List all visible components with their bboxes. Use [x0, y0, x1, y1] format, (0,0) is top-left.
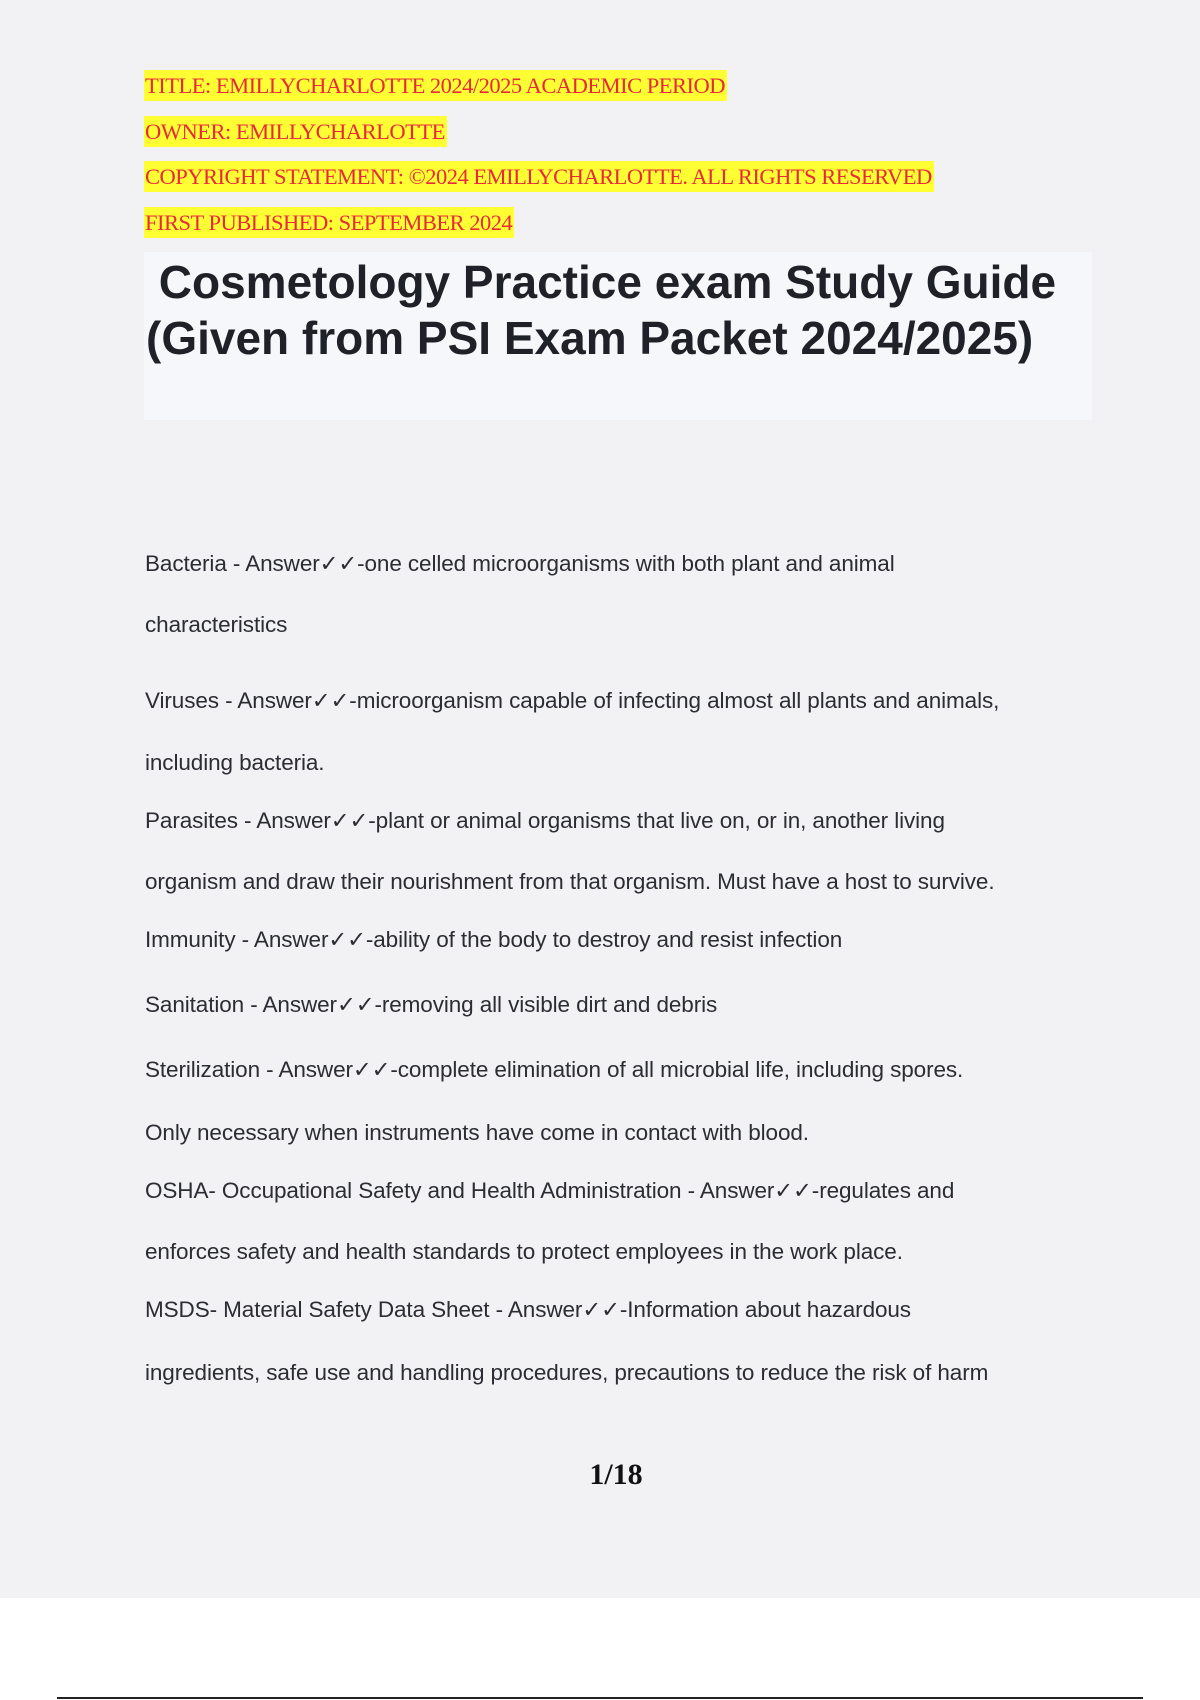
- owner-line: OWNER: EMILLYCHARLOTTE: [144, 116, 447, 147]
- entry-osha-line-1: OSHA- Occupational Safety and Health Administration - Answer✓✓-regulates and: [145, 1178, 955, 1203]
- entry-sterilization-line-1: Sterilization - Answer✓✓-complete elimination of all microbial life, including spores.: [145, 1057, 964, 1082]
- header-block: [144, 70, 934, 252]
- copyright-line: COPYRIGHT STATEMENT: ©2024 EMILLYCHARLOTTE. ALL RIGHTS RESERVED: [144, 161, 934, 192]
- page-title: Cosmetology Practice exam Study Guide (Given from PSI Exam Packet 2024/2025): [146, 256, 1069, 364]
- title-line: TITLE: EMILLYCHARLOTTE 2024/2025 ACADEMIC PERIOD: [144, 70, 727, 101]
- entry-sanitation-line-1: Sanitation - Answer✓✓-removing all visible dirt and debris: [145, 992, 718, 1017]
- entry-bacteria-line-1: Bacteria - Answer✓✓-one celled microorganisms with both plant and animal: [145, 551, 895, 576]
- entry-bacteria-line-2: characteristics: [145, 612, 288, 637]
- entry-immunity-line-1: Immunity - Answer✓✓-ability of the body to destroy and resist infection: [145, 927, 843, 952]
- entry-viruses-line-2: including bacteria.: [145, 750, 325, 775]
- page-divider: [57, 1697, 1143, 1699]
- entry-parasites-line-1: Parasites - Answer✓✓-plant or animal organisms that live on, or in, another living: [145, 808, 945, 833]
- entry-msds-line-2: ingredients, safe use and handling procedures, precautions to reduce the risk of harm: [145, 1360, 989, 1385]
- title-box: [144, 252, 1092, 420]
- entry-msds-line-1: MSDS- Material Safety Data Sheet - Answer✓✓-Information about hazardous: [145, 1297, 911, 1322]
- page-number: 1/18: [589, 1458, 643, 1491]
- entry-viruses-line-1: Viruses - Answer✓✓-microorganism capable of infecting almost all plants and animals,: [145, 688, 1000, 713]
- entry-sterilization-line-2: Only necessary when instruments have come in contact with blood.: [145, 1120, 809, 1145]
- entry-parasites-line-2: organism and draw their nourishment from that organism. Must have a host to survive.: [145, 869, 995, 894]
- published-line: FIRST PUBLISHED: SEPTEMBER 2024: [144, 207, 514, 238]
- entry-osha-line-2: enforces safety and health standards to protect employees in the work place.: [145, 1239, 903, 1264]
